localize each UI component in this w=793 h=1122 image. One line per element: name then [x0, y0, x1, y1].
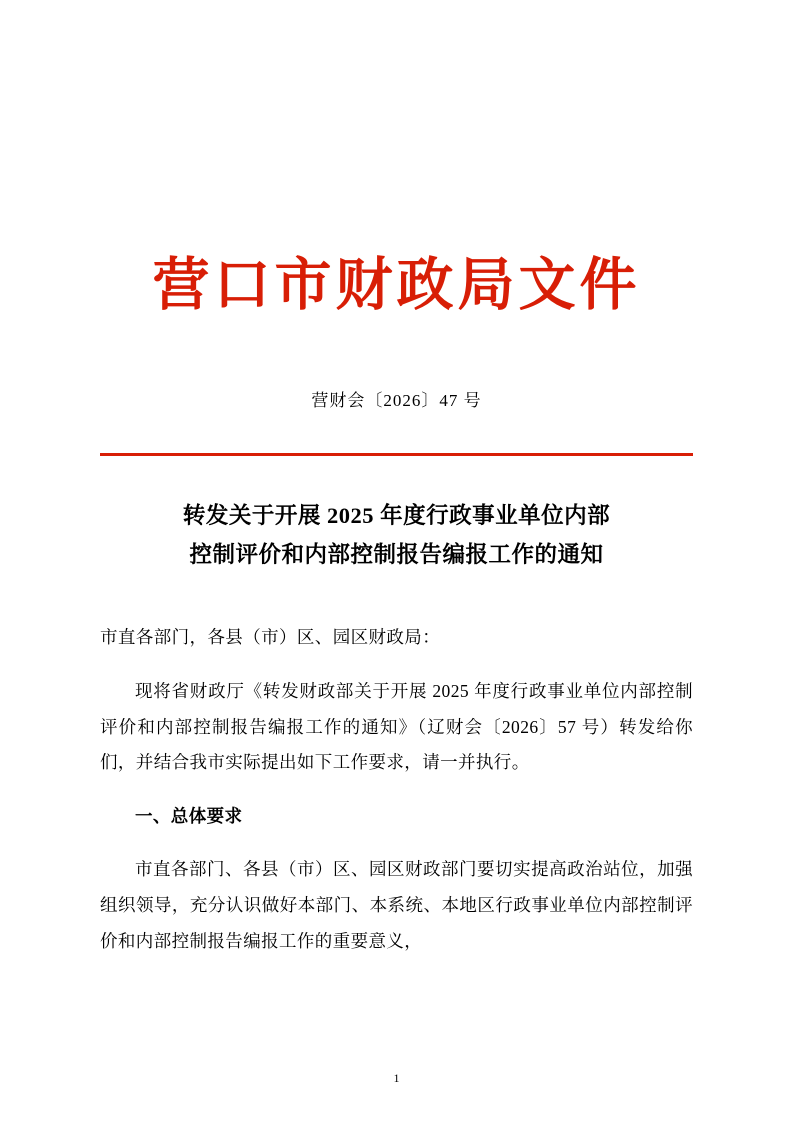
- body-paragraph-2: 市直各部门、各县（市）区、园区财政部门要切实提高政治站位，加强组织领导，充分认识做好本部门、本系统、本地区行政事业单位内部控制评价和内部控制报告编报工作的重要意义，: [100, 859, 693, 951]
- body-paragraph-1: 现将省财政厅《转发财政部关于开展 2025 年度行政事业单位内部控制评价和内部控制报告编报工作的通知》（辽财会〔2026〕57 号）转发给你们，并结合我市实际提出如下工作要求，请一并执行。: [100, 680, 693, 773]
- addressee-line: 市直各部门，各县（市）区、园区财政局：: [100, 627, 441, 648]
- document-header-title: 营口市财政局文件: [152, 251, 641, 318]
- document-subject: [100, 496, 693, 575]
- page-number: 1: [393, 1071, 400, 1085]
- subject-line-1: 转发关于开展 2025 年度行政事业单位内部: [182, 502, 611, 528]
- document-number: 营财会〔2026〕47 号: [311, 390, 482, 410]
- document-body: [100, 620, 693, 960]
- section-heading-1: 一、总体要求: [135, 805, 243, 826]
- subject-line-2: 控制评价和内部控制报告编报工作的通知: [189, 541, 604, 567]
- red-divider-rule: [100, 453, 693, 456]
